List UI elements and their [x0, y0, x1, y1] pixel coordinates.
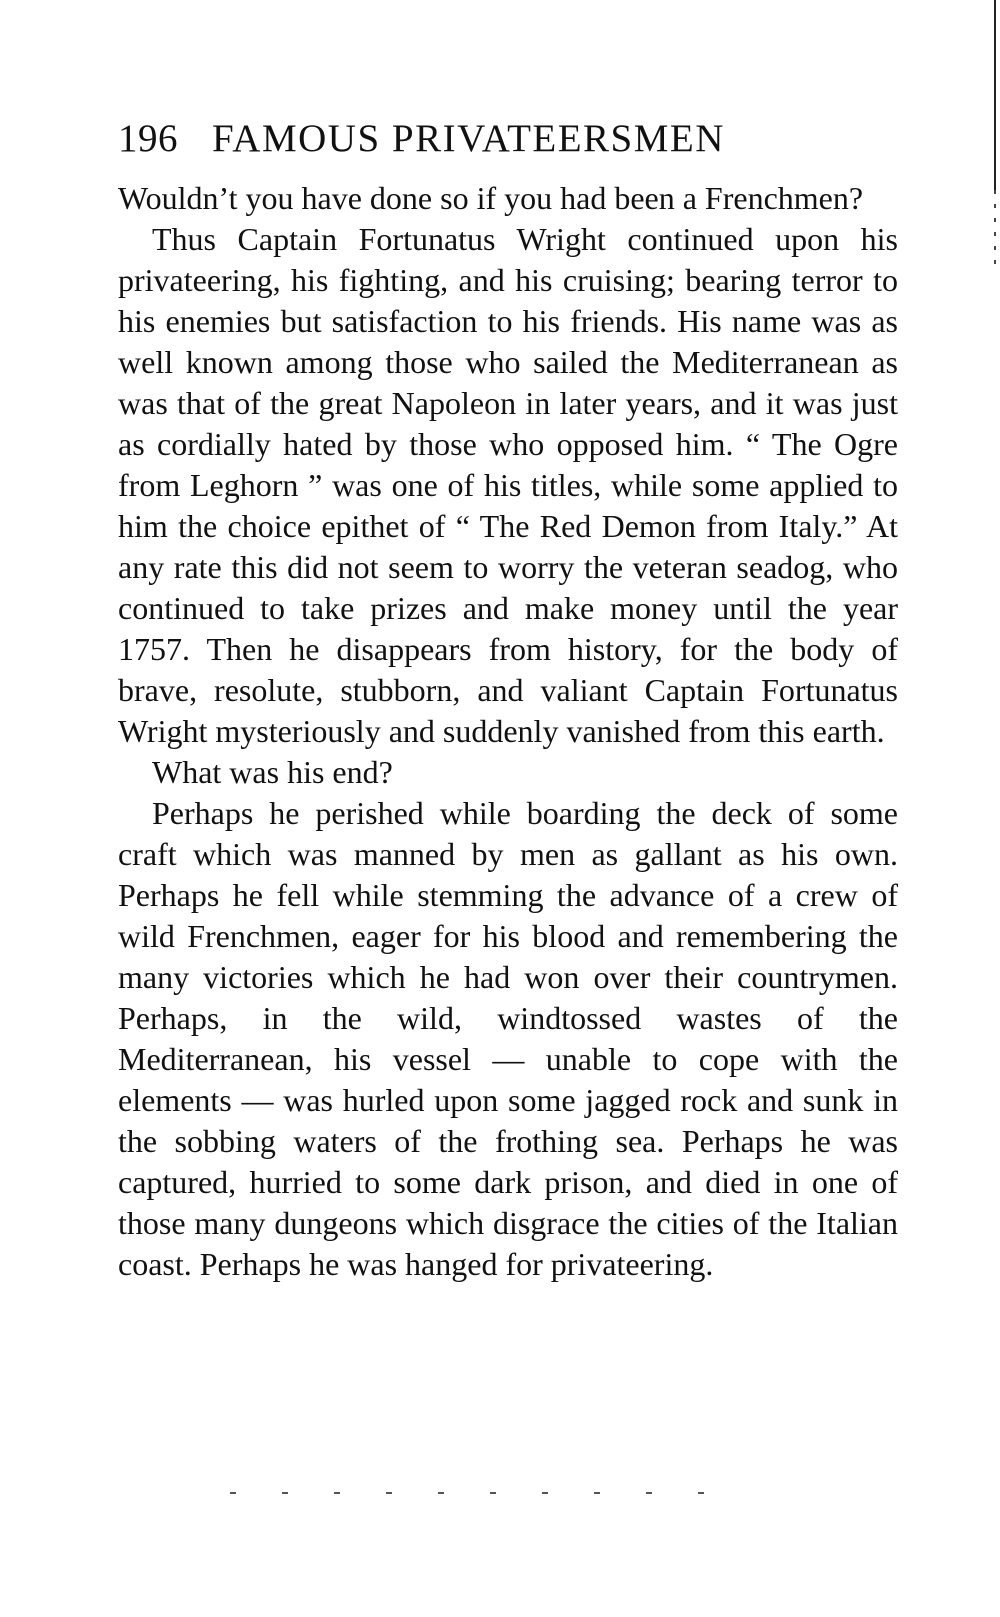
page-edge-dotted-rule — [994, 190, 996, 270]
paragraph-question: What was his end? — [152, 754, 393, 790]
running-head — [118, 116, 898, 166]
paragraph-continuation: Wouldn’t you have done so if you had been a Frenchmen? — [118, 180, 864, 216]
cut-off-next-line — [230, 1492, 740, 1494]
paragraph-perhaps: Perhaps he perished while boarding the deck of some craft which was manned by men as gallant as his own. Perhaps he fell while stemming the advance of a crew of wild Frenchmen, eager for his blood and remembering the many victories which he had won over their countrymen. Perhaps, in the wild, windtossed wastes of the Mediterranean, his vessel — unable to cope with the elements — was hurled upon some jagged rock and sunk in the sobbing waters of the frothing sea. Perhaps he was captured, hurried to some dark prison, and died in one of those many dungeons which disgrace the cities of the Italian coast. Perhaps he was hanged for privateering. — [118, 795, 898, 1282]
body-text — [118, 178, 898, 1285]
book-title: FAMOUS PRIVATEERSMEN — [212, 117, 725, 160]
page-edge-rule — [994, 0, 996, 190]
page-number: 196 — [118, 117, 178, 160]
paragraph-fortunatus-wright: Thus Captain Fortunatus Wright continued upon his privateering, his fighting, and his cruising; bearing terror to his enemies but satisfaction to his friends. His name was as well known among those who sailed the Mediterranean as was that of the great Napoleon in later years, and it was just as cordially hated by those who opposed him. “ The Ogre from Leghorn ” was one of his titles, while some applied to him the choice epithet of “ The Red Demon from Italy.” At any rate this did not seem to worry the veteran seadog, who continued to take prizes and make money until the year 1757. Then he disappears from history, for the body of brave, resolute, stubborn, and valiant Captain Fortunatus Wright mysteriously and suddenly vanished from this earth. — [118, 221, 898, 749]
